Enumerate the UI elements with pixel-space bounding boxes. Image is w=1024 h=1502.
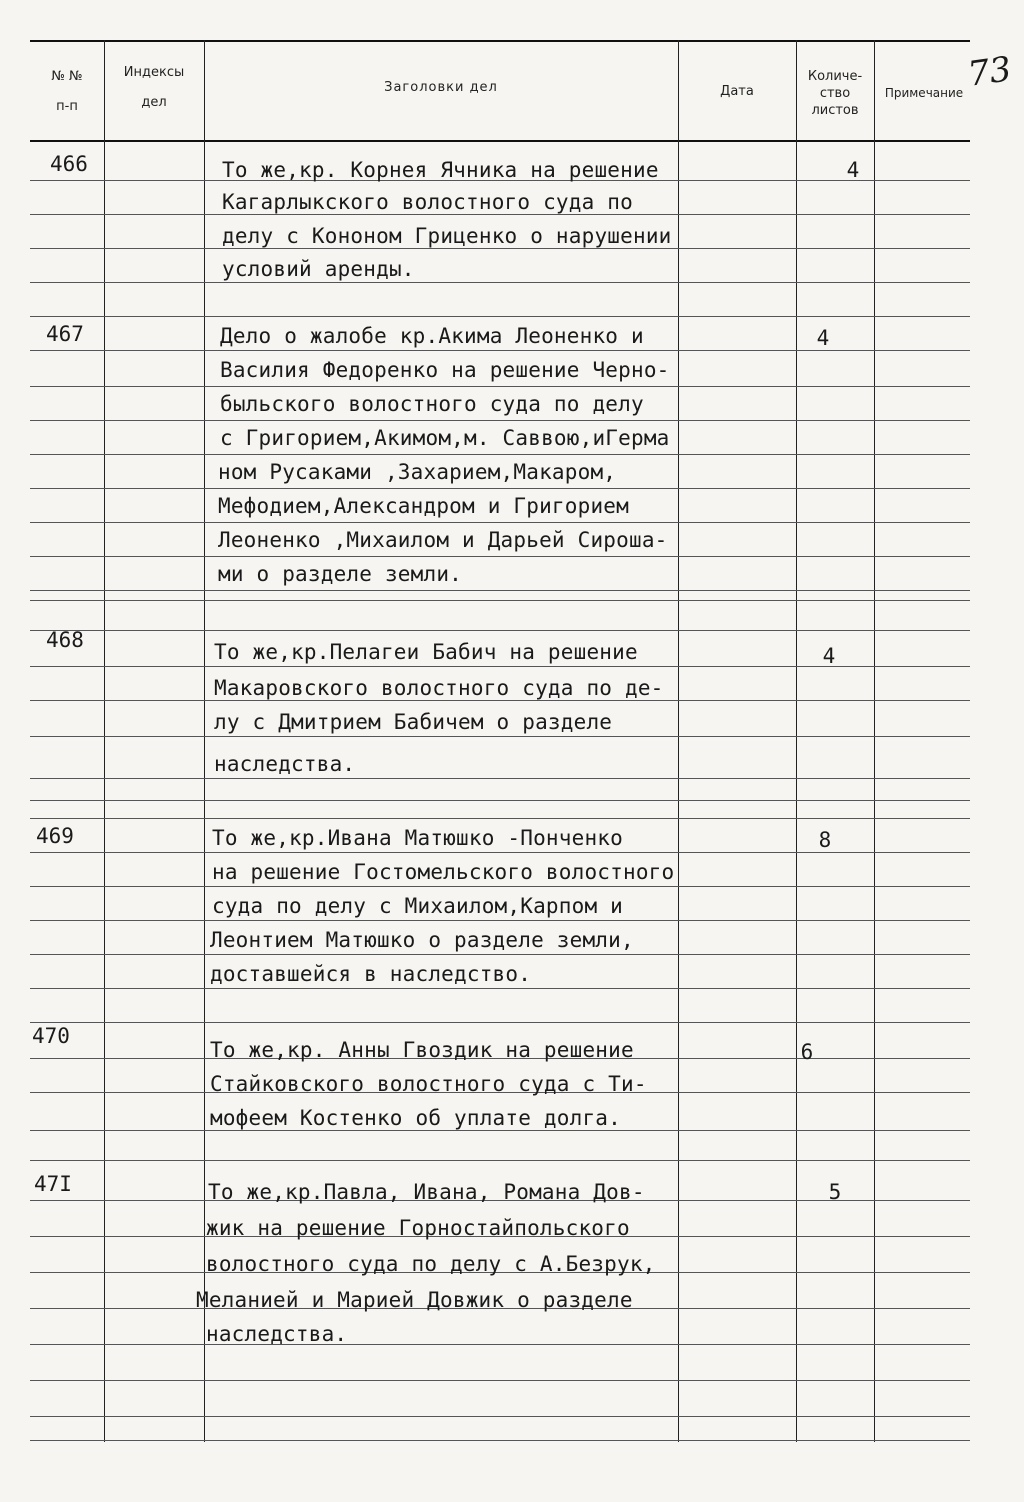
ruled-line <box>30 1344 970 1345</box>
record-title-line: условий аренды. <box>222 257 415 281</box>
ruled-line <box>30 350 970 351</box>
record-title-line: лу с Дмитрием Бабичем о разделе <box>214 710 613 734</box>
record-number: 469 <box>36 824 74 848</box>
ruled-line <box>30 420 970 421</box>
ruled-line <box>30 454 970 455</box>
ruled-line <box>30 488 970 489</box>
record-title-line: Дело о жалобе кр.Акима Леоненко и <box>220 324 644 348</box>
record-number: 467 <box>46 322 84 346</box>
record-number: 468 <box>46 628 84 652</box>
header-title: Заголовки дел <box>384 80 498 95</box>
record-title-line: Макаровского волостного суда по де- <box>214 676 664 700</box>
ruled-line <box>30 556 970 557</box>
header-num-line: п-п <box>56 99 78 114</box>
record-title-line: То же,кр.Пелагеи Бабич на решение <box>214 640 638 664</box>
record-title-line: То же,кр. Корнея Ячника на решение <box>222 158 659 182</box>
column-divider <box>796 40 797 1442</box>
ruled-line <box>30 988 970 989</box>
record-title-line: Леоненко ,Михаилом и Дарьей Сироша- <box>218 528 668 552</box>
header-num <box>30 62 104 122</box>
ruled-line <box>30 1160 970 1161</box>
header-date: Дата <box>720 84 754 99</box>
header-index-line: дел <box>141 95 167 110</box>
ruled-line <box>30 778 970 779</box>
ruled-line <box>30 316 970 317</box>
record-title-line: Стайковского волостного суда с Ти- <box>210 1072 647 1096</box>
record-number: 466 <box>50 152 88 176</box>
record-title-line: Мефодием,Александром и Григорием <box>218 494 629 518</box>
header-sheets <box>796 68 874 119</box>
ruled-line <box>30 1440 970 1441</box>
record-title-line: суда по делу с Михаилом,Карпом и <box>212 894 623 918</box>
ruled-line <box>30 600 970 601</box>
record-title-line: жик на решение Горностайпольского <box>206 1216 630 1240</box>
record-title-line: То же,кр.Павла, Ивана, Романа Дов- <box>208 1180 645 1204</box>
ruled-line <box>30 954 970 955</box>
header-sheets-line: ство <box>819 86 851 101</box>
ruled-line <box>30 1416 970 1417</box>
record-title-line: Кагарлыкского волостного суда по <box>222 190 633 214</box>
column-divider <box>204 40 205 1442</box>
table-top-border <box>30 40 970 42</box>
column-divider <box>874 40 875 1442</box>
record-title-line: волостного суда по делу с А.Безрук, <box>206 1252 656 1276</box>
ruled-line <box>30 1380 970 1381</box>
ruled-line <box>30 736 970 737</box>
record-title-line: быльского волостного суда по делу <box>220 392 644 416</box>
ruled-line <box>30 282 970 283</box>
header-sheets-line: листов <box>811 103 859 118</box>
record-sheet-count: 8 <box>818 828 832 852</box>
ruled-line <box>30 1022 970 1023</box>
ruled-line <box>30 818 970 819</box>
ruled-line <box>30 214 970 215</box>
record-sheet-count: 5 <box>828 1180 842 1204</box>
header-num-line: № № <box>51 69 83 84</box>
record-title-line: на решение Гостомельского волостного <box>212 860 675 884</box>
record-title-line: мофеем Костенко об уплате долга. <box>210 1106 621 1130</box>
header-sheets-line: Количе- <box>807 69 863 84</box>
record-title-line: Леонтием Матюшко о разделе земли, <box>210 928 634 952</box>
record-number: 47I <box>34 1172 72 1196</box>
column-divider <box>678 40 679 1442</box>
page-number: 73 <box>965 49 1014 95</box>
ruled-line <box>30 852 970 853</box>
ruled-line <box>30 386 970 387</box>
record-title-line: с Григорием,Акимом,м. Саввою,иГерма <box>220 426 670 450</box>
record-title-line: То же,кр.Ивана Матюшко -Понченко <box>212 826 623 850</box>
record-title-line: делу с Кононом Гриценко о нарушении <box>222 224 672 248</box>
ruled-line <box>30 920 970 921</box>
ruled-line <box>30 886 970 887</box>
record-sheet-count: 4 <box>822 644 836 668</box>
record-sheet-count: 4 <box>846 158 860 182</box>
ruled-line <box>30 630 970 631</box>
ruled-line <box>30 590 970 591</box>
record-title-line: Василия Федоренко на решение Черно- <box>220 358 670 382</box>
record-title-line: То же,кр. Анны Гвоздик на решение <box>210 1038 634 1062</box>
record-sheet-count: 4 <box>816 326 830 350</box>
record-title-line: ном Русаками ,Захарием,Макаром, <box>218 460 617 484</box>
record-sheet-count: 6 <box>800 1040 814 1064</box>
header-index-line: Индексы <box>123 65 185 80</box>
ruled-line <box>30 522 970 523</box>
record-title-line: Меланией и Марией Довжик о разделе <box>196 1288 633 1312</box>
record-title-line: доставшейся в наследство. <box>210 962 532 986</box>
header-note: Примечание <box>884 86 964 100</box>
ruled-line <box>30 800 970 801</box>
record-title-line: наследства. <box>206 1322 348 1346</box>
header-bottom-border <box>30 140 970 142</box>
header-index <box>104 58 204 118</box>
record-title-line: наследства. <box>214 752 356 776</box>
ruled-line <box>30 700 970 701</box>
column-divider <box>104 40 105 1442</box>
record-number: 470 <box>32 1024 70 1048</box>
ruled-line <box>30 248 970 249</box>
ruled-line <box>30 1130 970 1131</box>
record-title-line: ми о разделе земли. <box>218 562 463 586</box>
